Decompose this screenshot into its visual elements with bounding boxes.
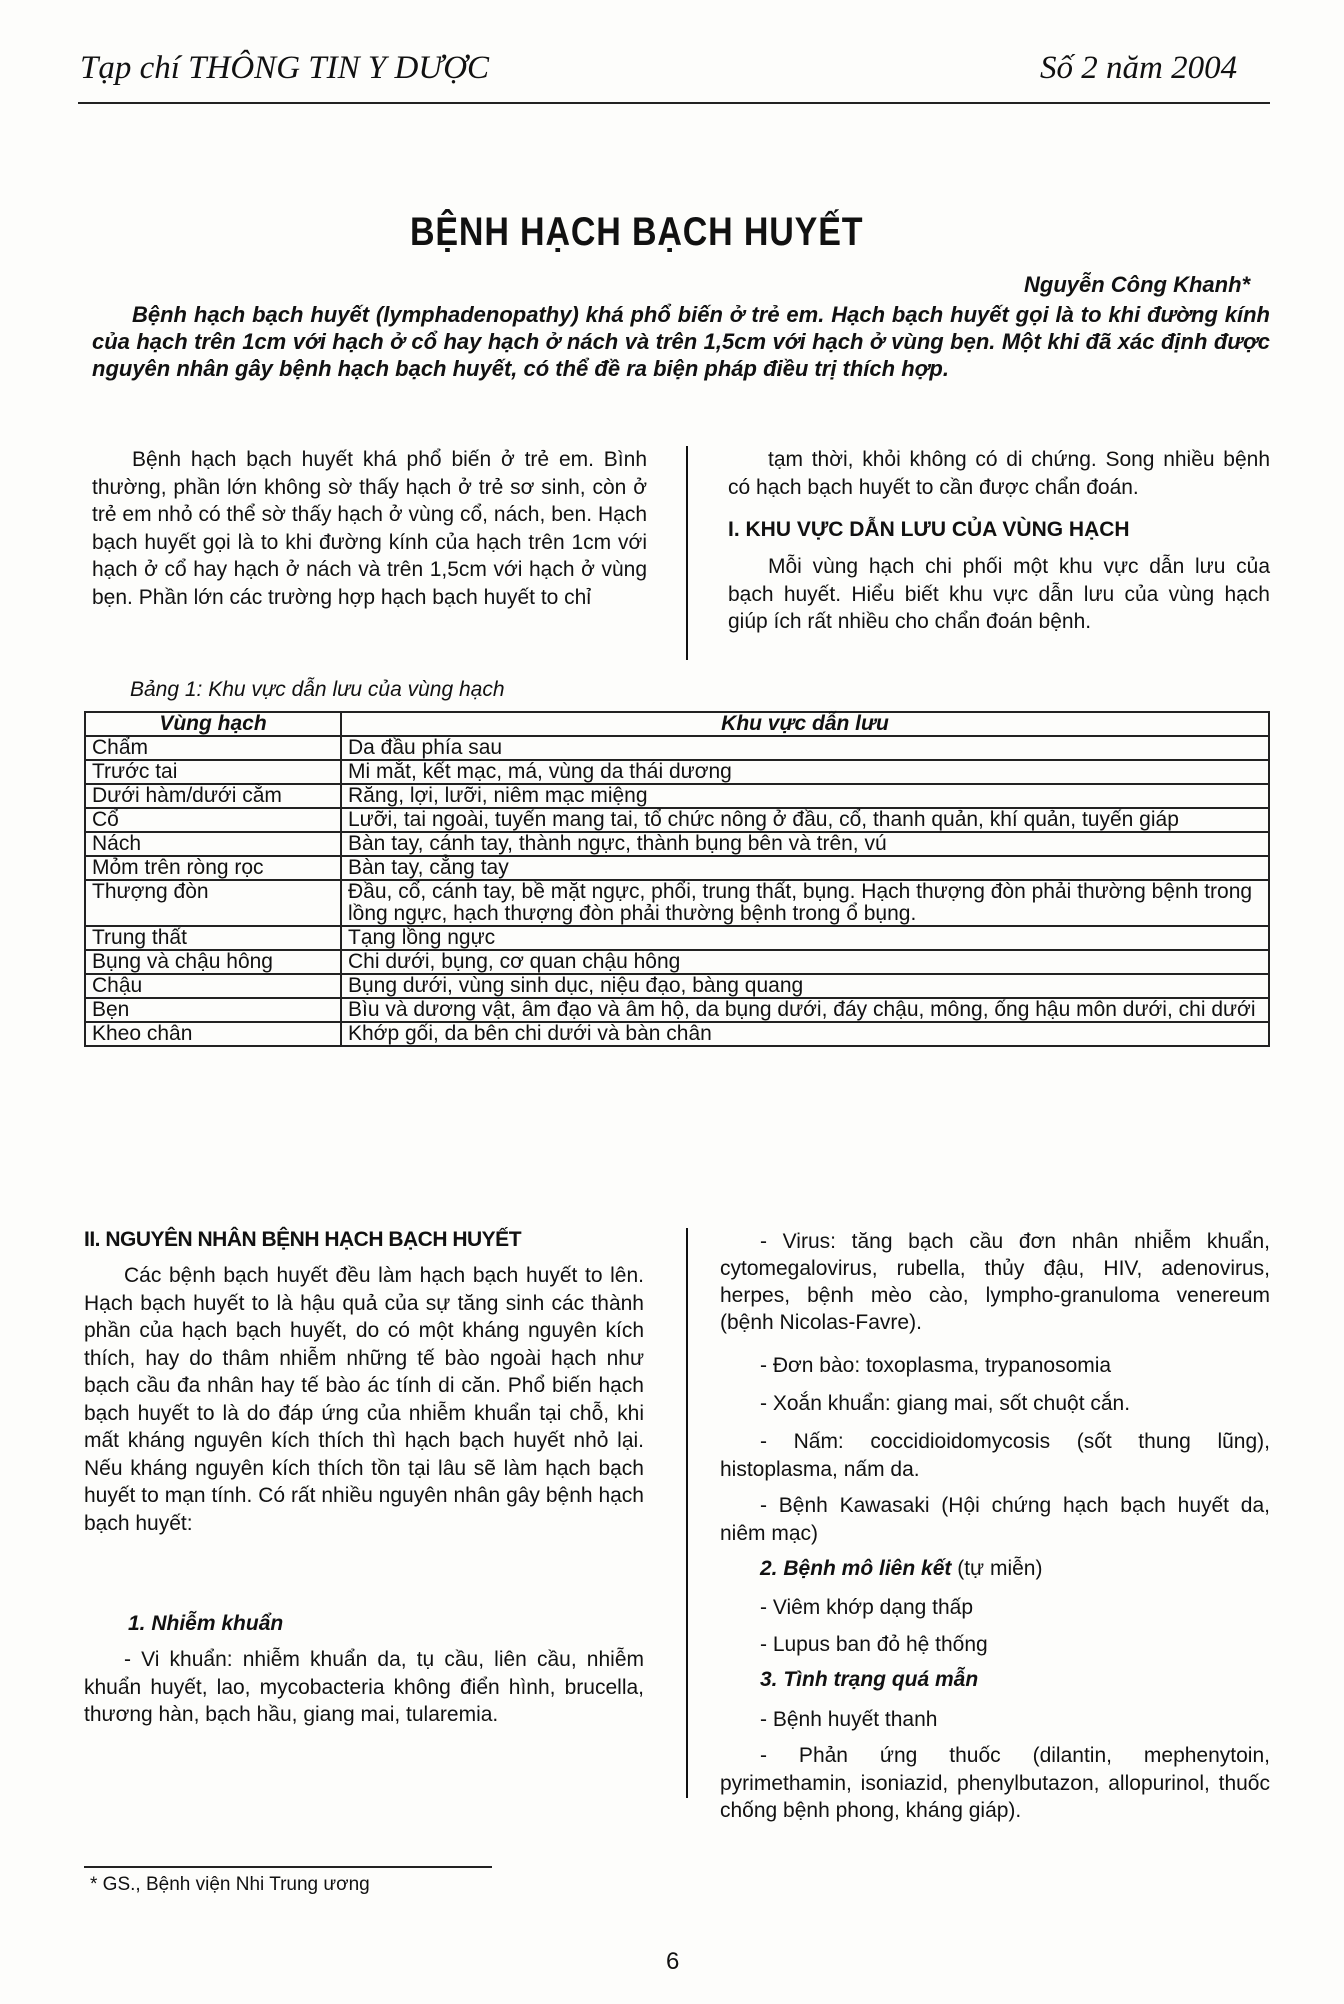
table-row: [85, 856, 1269, 880]
footnote: * GS., Bệnh viện Nhi Trung ương: [90, 1874, 370, 1895]
section2-heading: II. NGUYÊN NHÂN BỆNH HẠCH BẠCH HUYẾT: [84, 1228, 522, 1251]
drainage-cell: Bụng dưới, vùng sinh dục, niệu đạo, bàng quang: [341, 974, 1269, 998]
table-row: [85, 760, 1269, 784]
region-cell: Dưới hàm/dưới cằm: [85, 784, 341, 808]
table-row: [85, 784, 1269, 808]
virus-text: - Virus: tăng bạch cầu đơn nhân nhiễm khuẩn, cytomegalovirus, rubella, thủy đậu, HIV, adenovirus, herpes, bệnh mèo cào, lympho-granuloma venereum (bệnh Nicolas-Favre).: [720, 1230, 1270, 1334]
section2-paragraph: Các bệnh bạch huyết đều làm hạch bạch huyết to lên. Hạch bạch huyết to là hậu quả của sự tăng sinh các thành phần của hạch bạch huyết, do có một kháng nguyên kích thích, hay do thâm nhiễm những tế bào ngoài hạch như bạch cầu đa nhân hay tế bào ác tính di căn. Phổ biến hạch bạch huyết to là do đáp ứng của nhiễm khuẩn tại chỗ, khi mất kháng nguyên kích thích thì hạch bạch huyết nhỏ lại. Nếu kháng nguyên kích thích tồn tại lâu sẽ làm hạch bạch huyết to mạn tính. Có rất nhiều nguyên nhân gây bệnh hạch bạch huyết:: [84, 1264, 644, 1535]
drainage-cell: Khớp gối, da bên chi dưới và bàn chân: [341, 1022, 1269, 1046]
table-header-region: Vùng hạch: [85, 712, 341, 736]
intro-right-text: tạm thời, khỏi không có di chứng. Song nhiều bệnh có hạch bạch huyết to cần được chẩn đoán.: [728, 448, 1270, 499]
table-caption: Bảng 1: Khu vực dẫn lưu của vùng hạch: [130, 678, 505, 701]
section1-heading: I. KHU VỰC DẪN LƯU CỦA VÙNG HẠCH: [728, 518, 1130, 541]
drainage-cell: Bìu và dương vật, âm đạo và âm hộ, da bụng dưới, đáy chậu, mông, ống hậu môn dưới, chi dưới: [341, 998, 1269, 1022]
column-divider-top: [686, 446, 688, 660]
subsection-infection: 1. Nhiễm khuẩn: [128, 1612, 284, 1635]
drainage-table: [84, 711, 1270, 1047]
region-cell: Nách: [85, 832, 341, 856]
drainage-cell: Lưỡi, tai ngoài, tuyến mang tai, tổ chức nông ở đầu, cổ, thanh quản, khí quản, tuyến giáp: [341, 808, 1269, 832]
subsection-connective: [760, 1557, 1042, 1581]
region-cell: Trước tai: [85, 760, 341, 784]
table-row: [85, 1022, 1269, 1046]
fungi-text: - Nấm: coccidioidomycosis (sốt thung lũng), histoplasma, nấm da.: [720, 1430, 1270, 1481]
subsection-connective-title: 2. Bệnh mô liên kết: [760, 1557, 952, 1580]
header-rule: [78, 102, 1270, 104]
table-header-row: [85, 712, 1269, 736]
region-cell: Mỏm trên ròng rọc: [85, 856, 341, 880]
drainage-cell: Tạng lồng ngực: [341, 926, 1269, 950]
region-cell: Thượng đòn: [85, 880, 341, 926]
drainage-cell: Bàn tay, cánh tay, thành ngực, thành bụng bên và trên, vú: [341, 832, 1269, 856]
table-row: [85, 880, 1269, 926]
article-title: BỆNH HẠCH BẠCH HUYẾT: [410, 210, 864, 254]
region-cell: Bẹn: [85, 998, 341, 1022]
table-row: [85, 926, 1269, 950]
table-header-drainage: Khu vực dẫn lưu: [341, 712, 1269, 736]
subsection-connective-note: (tự miễn): [957, 1557, 1043, 1580]
drainage-cell: Chi dưới, bụng, cơ quan chậu hông: [341, 950, 1269, 974]
region-cell: Chậu: [85, 974, 341, 998]
subsection-hypersensitivity: 3. Tình trạng quá mẫn: [760, 1668, 979, 1691]
region-cell: Trung thất: [85, 926, 341, 950]
issue-label: Số 2 năm 2004: [1040, 50, 1238, 86]
table-row: [85, 808, 1269, 832]
spirochete-text: - Xoắn khuẩn: giang mai, sốt chuột cắn.: [760, 1392, 1131, 1415]
region-cell: Bụng và chậu hông: [85, 950, 341, 974]
journal-title: Tạp chí THÔNG TIN Y DƯỢC: [80, 50, 490, 86]
serum-text: - Bệnh huyết thanh: [760, 1708, 938, 1731]
drainage-cell: Mi mắt, kết mạc, má, vùng da thái dương: [341, 760, 1269, 784]
intro-left-text: Bệnh hạch bạch huyết khá phổ biến ở trẻ em. Bình thường, phần lớn không sờ thấy hạch ở trẻ sơ sinh, còn ở trẻ em nhỏ có thể sờ thấy hạch ở vùng cổ, nách, ben. Hạch bạch huyết gọi là to khi đường kính của hạch trên 1cm với hạch ở cổ hay hạch ở nách và trên 1,5cm với hạch ở vùng bẹn. Phần lớn các trường hợp hạch bạch huyết to chỉ: [92, 448, 647, 609]
table-row: [85, 950, 1269, 974]
page-number: 6: [666, 1948, 680, 1975]
lupus-text: - Lupus ban đỏ hệ thống: [760, 1633, 988, 1656]
drainage-cell: Da đầu phía sau: [341, 736, 1269, 760]
footnote-rule: [84, 1866, 492, 1868]
protozoa-text: - Đơn bào: toxoplasma, trypanosomia: [760, 1354, 1112, 1377]
drug-reaction-text: - Phản ứng thuốc (dilantin, mephenytoin, pyrimethamin, isoniazid, phenylbutazon, allopurinol, thuốc chống bệnh phong, kháng giáp).: [720, 1744, 1270, 1822]
ra-text: - Viêm khớp dạng thấp: [760, 1596, 974, 1619]
drainage-cell: Bàn tay, cẳng tay: [341, 856, 1269, 880]
region-cell: Cổ: [85, 808, 341, 832]
drainage-cell: Đầu, cổ, cánh tay, bề mặt ngực, phổi, trung thất, bụng. Hạch thượng đòn phải thường bệnh trong lồng ngực, hạch thượng đòn phải thường bệnh trong ổ bụng.: [341, 880, 1269, 926]
bacteria-text: - Vi khuẩn: nhiễm khuẩn da, tụ cầu, liên cầu, nhiễm khuẩn huyết, lao, mycobacteria không điển hình, brucella, thương hàn, bạch hầu, giang mai, tularemia.: [84, 1648, 644, 1726]
kawasaki-text: - Bệnh Kawasaki (Hội chứng hạch bạch huyết da, niêm mạc): [720, 1494, 1270, 1545]
column-divider-bottom: [686, 1228, 688, 1798]
author-name: Nguyễn Công Khanh*: [1024, 272, 1251, 297]
table-row: [85, 736, 1269, 760]
drainage-cell: Răng, lợi, lưỡi, niêm mạc miệng: [341, 784, 1269, 808]
section1-text: Mỗi vùng hạch chi phối một khu vực dẫn lưu của bạch huyết. Hiểu biết khu vực dẫn lưu của vùng hạch giúp ích rất nhiều cho chẩn đoán bệnh.: [728, 555, 1270, 633]
table-row: [85, 832, 1269, 856]
region-cell: Chẩm: [85, 736, 341, 760]
table-row: [85, 998, 1269, 1022]
abstract: Bệnh hạch bạch huyết (lymphadenopathy) khá phổ biến ở trẻ em. Hạch bạch huyết gọi là to khi đường kính của hạch trên 1cm với hạch ở cổ hay hạch ở nách và trên 1,5cm với hạch ở vùng bẹn. Một khi đã xác định được nguyên nhân gây bệnh hạch bạch huyết, có thể đề ra biện pháp điều trị thích hợp.: [92, 302, 1270, 381]
table-row: [85, 974, 1269, 998]
region-cell: Kheo chân: [85, 1022, 341, 1046]
